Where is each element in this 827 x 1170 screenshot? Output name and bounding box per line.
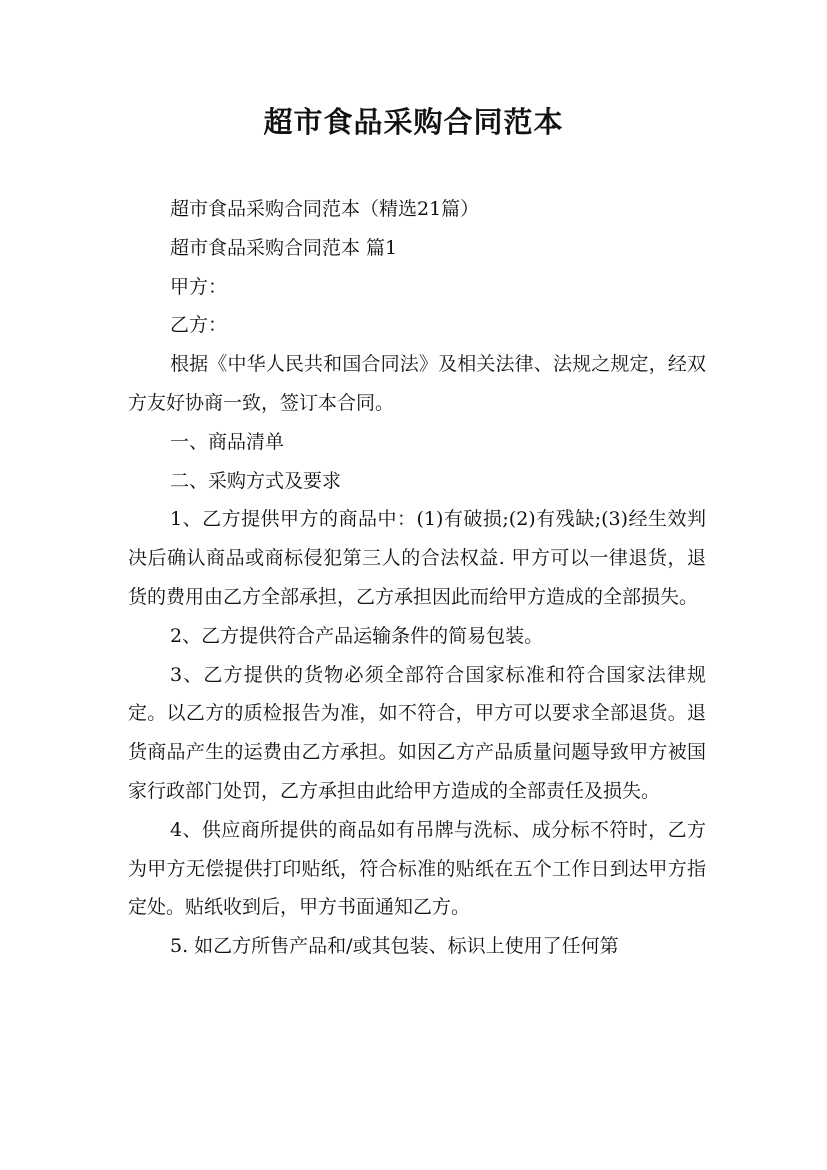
paragraph-clause-5: 5. 如乙方所售产品和/或其包装、标识上使用了任何第	[170, 935, 619, 958]
document-title: 超市食品采购合同范本	[263, 105, 564, 139]
paragraph-clause-1: 1、乙方提供甲方的商品中：(1)有破损;(2)有残缺;(3)经生效判决后确认商品或商标侵犯第三人的合法权益. 甲方可以一律退货，退货的费用由乙方全部承担，乙方承担因此而给甲方造成的全部损失。	[128, 508, 706, 608]
paragraph-clause-2: 2、乙方提供符合产品运输条件的简易包装。	[170, 624, 544, 647]
document-body	[128, 190, 706, 966]
paragraph-party-a: 甲方：	[170, 275, 228, 298]
paragraph-preamble: 根据《中华人民共和国合同法》及相关法律、法规之规定，经双方友好协商一致，签订本合同。	[128, 353, 706, 414]
paragraph-subtitle: 超市食品采购合同范本（精选21篇）	[170, 198, 480, 220]
paragraph-party-b: 乙方：	[170, 314, 228, 337]
paragraph-section-heading: 超市食品采购合同范本 篇1	[170, 236, 398, 259]
paragraph-clause-3: 3、乙方提供的货物必须全部符合国家标准和符合国家法律规定。以乙方的质检报告为准，如不符合，甲方可以要求全部退货。退货商品产生的运费由乙方承担。如因乙方产品质量问题导致甲方被国家行政部门处罚，乙方承担由此给甲方造成的全部责任及损失。	[128, 663, 706, 802]
paragraph-purchase-method-heading: 二、采购方式及要求	[170, 469, 342, 492]
paragraph-item-list-heading: 一、商品清单	[170, 430, 285, 453]
paragraph-clause-4: 4、供应商所提供的商品如有吊牌与洗标、成分标不符时，乙方为甲方无偿提供打印贴纸，符合标准的贴纸在五个工作日到达甲方指定处。贴纸收到后，甲方书面通知乙方。	[128, 818, 706, 919]
